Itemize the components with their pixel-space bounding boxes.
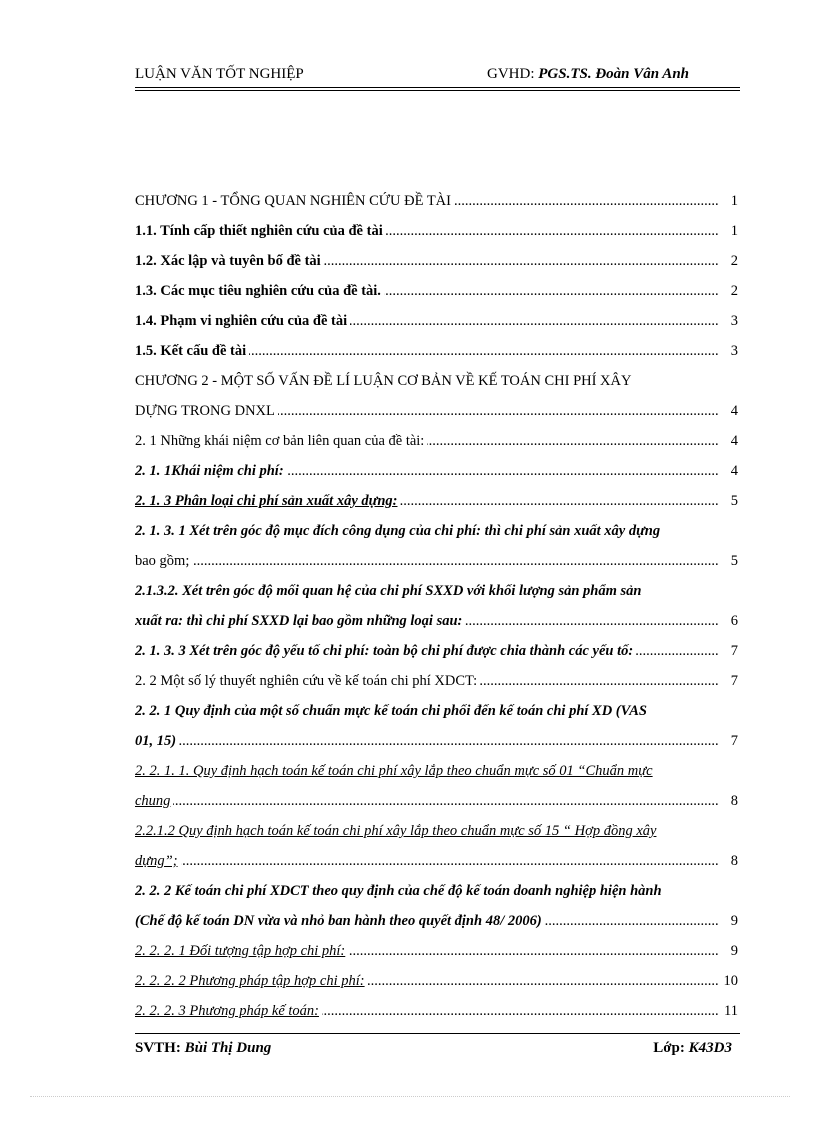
- toc-entry[interactable]: [135, 186, 740, 216]
- toc-entry-title: 2. 2. 2 Kế toán chi phí XDCT theo quy định của chế độ kế toán doanh nghiệp hiện hành: [135, 883, 665, 899]
- toc-entry[interactable]: [135, 786, 740, 816]
- toc-entry-title: 2. 2. 1. 1. Quy định hạch toán kế toán chi phí xây lắp theo chuẩn mực số 01 “Chuẩn mực: [135, 763, 656, 779]
- toc-entry[interactable]: [135, 966, 740, 996]
- toc-entry-title: 2. 1. 3. 1 Xét trên góc độ mục đích công dụng của chi phí: thì chi phí sản xuất xây dựng: [135, 523, 663, 539]
- toc-entry[interactable]: [135, 576, 740, 606]
- toc-entry-page: 5: [727, 486, 738, 516]
- toc-entry[interactable]: [135, 816, 740, 846]
- toc-entry-title: 1.3. Các mục tiêu nghiên cứu của đề tài.: [135, 283, 384, 299]
- toc-entry-title: DỰNG TRONG DNXL: [135, 403, 278, 419]
- toc-entry[interactable]: [135, 846, 740, 876]
- toc-entry-title: 1.2. Xác lập và tuyên bố đề tài: [135, 253, 324, 269]
- toc-entry-title: 1.5. Kết cấu đề tài: [135, 343, 249, 359]
- toc-entry-page: 3: [727, 336, 738, 366]
- toc-entry[interactable]: [135, 636, 740, 666]
- toc-entry[interactable]: [135, 726, 740, 756]
- toc-entry[interactable]: [135, 906, 740, 936]
- toc-entry-page: 5: [727, 546, 738, 576]
- header-advisor-label: GVHD:: [487, 66, 539, 82]
- toc-entry-page: 1: [727, 186, 738, 216]
- toc-entry-title: chung: [135, 793, 173, 809]
- toc-entry[interactable]: [135, 666, 740, 696]
- toc-entry-title: 2. 1. 3. 3 Xét trên góc độ yếu tố chi phí: toàn bộ chi phí được chia thành các yếu tố:: [135, 643, 636, 659]
- toc-entry-title: 01, 15): [135, 733, 179, 749]
- toc-entry-page: 4: [727, 396, 738, 426]
- toc-entry-title: bao gồm;: [135, 553, 192, 569]
- toc-entry-title: xuất ra: thì chi phí SXXD lại bao gồm những loại sau:: [135, 613, 465, 629]
- toc-entry-page: 1: [727, 216, 738, 246]
- footer-rule: [135, 1033, 740, 1034]
- toc-entry-page: 2: [727, 276, 738, 306]
- footer-class-value: K43D3: [688, 1040, 732, 1056]
- toc-entry-page: 4: [727, 426, 738, 456]
- page-bottom-border: [30, 1096, 790, 1097]
- toc-entry-page: 11: [720, 996, 738, 1026]
- toc-entry[interactable]: [135, 996, 740, 1026]
- toc-entry[interactable]: [135, 456, 740, 486]
- toc-entry-title: 2.2.1.2 Quy định hạch toán kế toán chi phí xây lắp theo chuẩn mực số 15 “ Hợp đồng xây: [135, 823, 659, 839]
- toc-entry-title: 2. 2. 2. 2 Phương pháp tập hợp chi phí:: [135, 973, 368, 989]
- toc-entry[interactable]: [135, 696, 740, 726]
- toc-entry[interactable]: [135, 246, 740, 276]
- toc-entry-title: 2. 1. 3 Phân loại chi phí sản xuất xây dựng:: [135, 493, 400, 509]
- page-footer: [135, 1040, 740, 1062]
- toc-entry[interactable]: [135, 276, 740, 306]
- toc-entry[interactable]: [135, 876, 740, 906]
- toc-entry-page: 9: [727, 936, 738, 966]
- toc-entry[interactable]: [135, 396, 740, 426]
- toc-entry-page: 7: [727, 666, 738, 696]
- toc-entry[interactable]: [135, 936, 740, 966]
- toc-entry-title: 2. 2 Một số lý thuyết nghiên cứu về kế toán chi phí XDCT:: [135, 673, 480, 689]
- toc-entry-page: 7: [727, 636, 738, 666]
- toc-entry[interactable]: [135, 426, 740, 456]
- toc-entry-title: 2. 2. 1 Quy định của một số chuẩn mực kế toán chi phối đến kế toán chi phí XD (VAS: [135, 703, 650, 719]
- toc-entry-page: 10: [720, 966, 739, 996]
- page-header: [135, 66, 740, 88]
- toc-entry[interactable]: [135, 606, 740, 636]
- toc-dot-leader: [135, 726, 718, 756]
- toc-entry[interactable]: [135, 546, 740, 576]
- footer-class: [653, 1040, 732, 1057]
- table-of-contents: [135, 186, 740, 1026]
- footer-class-label: Lớp:: [653, 1040, 689, 1056]
- toc-entry-page: 8: [727, 846, 738, 876]
- toc-entry-title: (Chế độ kế toán DN vừa và nhỏ ban hành theo quyết định 48/ 2006): [135, 913, 545, 929]
- toc-entry[interactable]: [135, 306, 740, 336]
- toc-dot-leader: [135, 786, 718, 816]
- header-rule-bottom: [135, 90, 740, 91]
- toc-entry-page: 8: [727, 786, 738, 816]
- toc-entry-page: 6: [727, 606, 738, 636]
- toc-entry-title: CHƯƠNG 1 - TỔNG QUAN NGHIÊN CỨU ĐỀ TÀI: [135, 193, 454, 209]
- footer-student: [135, 1040, 271, 1057]
- header-title: LUẬN VĂN TỐT NGHIỆP: [135, 66, 304, 82]
- toc-entry-title: 2. 2. 2. 3 Phương pháp kế toán:: [135, 1003, 322, 1019]
- toc-entry-title: 2.1.3.2. Xét trên góc độ mối quan hệ của chi phí SXXD với khối lượng sản phẩm sản: [135, 583, 644, 599]
- toc-entry-title: 2. 1. 1Khái niệm chi phí:: [135, 463, 287, 479]
- toc-dot-leader: [135, 846, 718, 876]
- toc-entry[interactable]: [135, 366, 740, 396]
- header-rule-top: [135, 87, 740, 88]
- toc-entry[interactable]: [135, 216, 740, 246]
- toc-entry-title: CHƯƠNG 2 - MỘT SỐ VẤN ĐỀ LÍ LUẬN CƠ BẢN VỀ KẾ TOÁN CHI PHÍ XÂY: [135, 373, 634, 389]
- footer-student-name: Bùi Thị Dung: [184, 1040, 272, 1056]
- header-advisor: [487, 66, 689, 83]
- toc-entry[interactable]: [135, 336, 740, 366]
- toc-entry-title: 1.1. Tính cấp thiết nghiên cứu của đề tài: [135, 223, 386, 239]
- toc-entry-page: 3: [727, 306, 738, 336]
- toc-entry[interactable]: [135, 486, 740, 516]
- toc-entry-title: 1.4. Phạm vi nghiên cứu của đề tài: [135, 313, 350, 329]
- toc-entry-page: 2: [727, 246, 738, 276]
- footer-student-label: SVTH:: [135, 1040, 185, 1056]
- toc-entry-title: 2. 2. 2. 1 Đối tượng tập hợp chi phí:: [135, 943, 348, 959]
- toc-entry[interactable]: [135, 756, 740, 786]
- toc-entry-page: 9: [727, 906, 738, 936]
- toc-entry-title: dựng”;: [135, 853, 181, 869]
- toc-entry-title: 2. 1 Những khái niệm cơ bản liên quan của đề tài:: [135, 433, 427, 449]
- header-advisor-name: PGS.TS. Đoàn Vân Anh: [538, 66, 689, 82]
- toc-entry[interactable]: [135, 516, 740, 546]
- toc-entry-page: 4: [727, 456, 738, 486]
- toc-entry-page: 7: [727, 726, 738, 756]
- toc-dot-leader: [135, 546, 718, 576]
